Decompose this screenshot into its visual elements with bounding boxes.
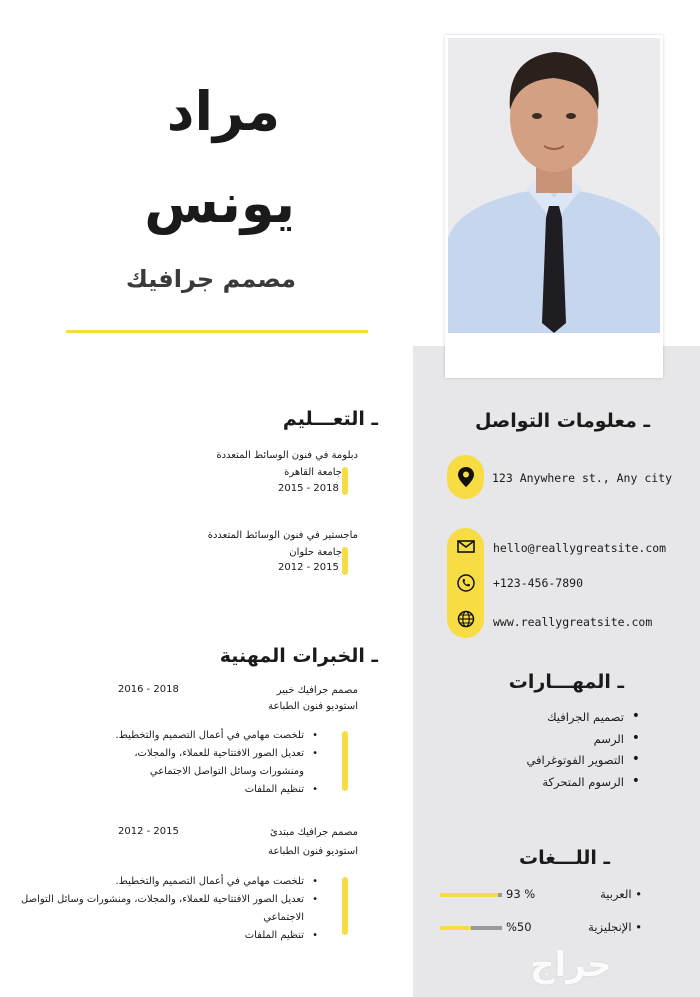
phone-icon	[447, 574, 484, 592]
education-years: 2015 - 2018	[278, 483, 339, 494]
language-name: • العربية	[600, 887, 642, 901]
job-company: استوديو فنون الطباعة	[268, 846, 358, 857]
skills-heading: ـ المهـــارات	[508, 671, 624, 693]
mail-icon	[447, 540, 484, 553]
language-name: • الإنجليزية	[588, 920, 642, 934]
language-level-bar	[440, 893, 502, 897]
address-pill	[447, 455, 484, 499]
contact-methods-pill	[447, 528, 484, 638]
language-percent: %50	[506, 920, 532, 934]
experience-heading: ـ الخبرات المهنية	[219, 645, 378, 667]
language-level-bar	[440, 926, 502, 930]
education-school: جامعة القاهرة	[284, 467, 342, 478]
education-school: جامعة حلوان	[289, 547, 342, 558]
job-duty: • تلخصت مهامي في أعمال التصميم والتخطيط.	[100, 727, 318, 745]
title-divider	[66, 330, 368, 333]
skills-list	[460, 710, 640, 796]
education-degree: ماجستير في فنون الوسائط المتعددة	[207, 530, 358, 541]
contact-heading: ـ معلومات التواصل	[474, 410, 650, 432]
education-marker	[342, 467, 348, 495]
skill-item: • الرسوم المتحركة	[460, 775, 640, 797]
languages-heading: ـ اللـــغات	[519, 847, 610, 869]
job-role: مصمم جرافيك مبتدئ	[270, 827, 358, 838]
language-percent: 93 %	[506, 887, 536, 901]
job-duty: • تعديل الصور الافتتاحية للعملاء، والمجلات، ومنشورات وسائل التواصل الاجتماعي	[18, 891, 318, 927]
job-duty: • تلخصت مهامي في أعمال التصميم والتخطيط.	[18, 873, 318, 891]
job-marker	[342, 731, 348, 791]
location-pin-icon	[447, 467, 484, 487]
skill-item: • التصوير الفوتوغرافي	[460, 753, 640, 775]
job-duty: • تنظيم الملفات	[100, 781, 318, 799]
skill-item: • الرسم	[460, 732, 640, 754]
globe-icon	[447, 610, 484, 628]
education-degree: دبلومة في فنون الوسائط المتعددة	[216, 450, 358, 461]
last-name: يونس	[144, 172, 295, 235]
education-heading: ـ التعـــليم	[282, 408, 378, 430]
education-years: 2012 - 2015	[278, 562, 339, 573]
language-level-fill	[440, 926, 471, 930]
watermark: حراج	[530, 945, 612, 985]
education-marker	[342, 547, 348, 575]
job-marker	[342, 877, 348, 935]
phone-text: +123-456-7890	[493, 576, 584, 590]
address-text: 123 Anywhere st., Any city	[492, 471, 673, 485]
job-duty: • تنظيم الملفات	[18, 927, 318, 945]
skill-item: • تصميم الجرافيك	[460, 710, 640, 732]
profile-photo	[448, 38, 660, 333]
email-link[interactable]: hello@reallygreatsite.com	[493, 541, 667, 555]
job-role: مصمم جرافيك خبير	[276, 685, 358, 696]
job-years: 2016 - 2018	[118, 684, 179, 695]
job-company: استوديو فنون الطباعة	[268, 701, 358, 712]
job-title: مصمم جرافيك	[125, 265, 296, 293]
job-years: 2012 - 2015	[118, 826, 179, 837]
website-link[interactable]: www.reallygreatsite.com	[493, 615, 653, 629]
job-duty: • تعديل الصور الافتتاحية للعملاء، والمجلات، ومنشورات وسائل التواصل الاجتماعي	[100, 745, 318, 781]
language-level-fill	[440, 893, 498, 897]
job-duties	[18, 873, 318, 945]
job-duties	[100, 727, 318, 799]
first-name: مراد	[166, 80, 280, 143]
